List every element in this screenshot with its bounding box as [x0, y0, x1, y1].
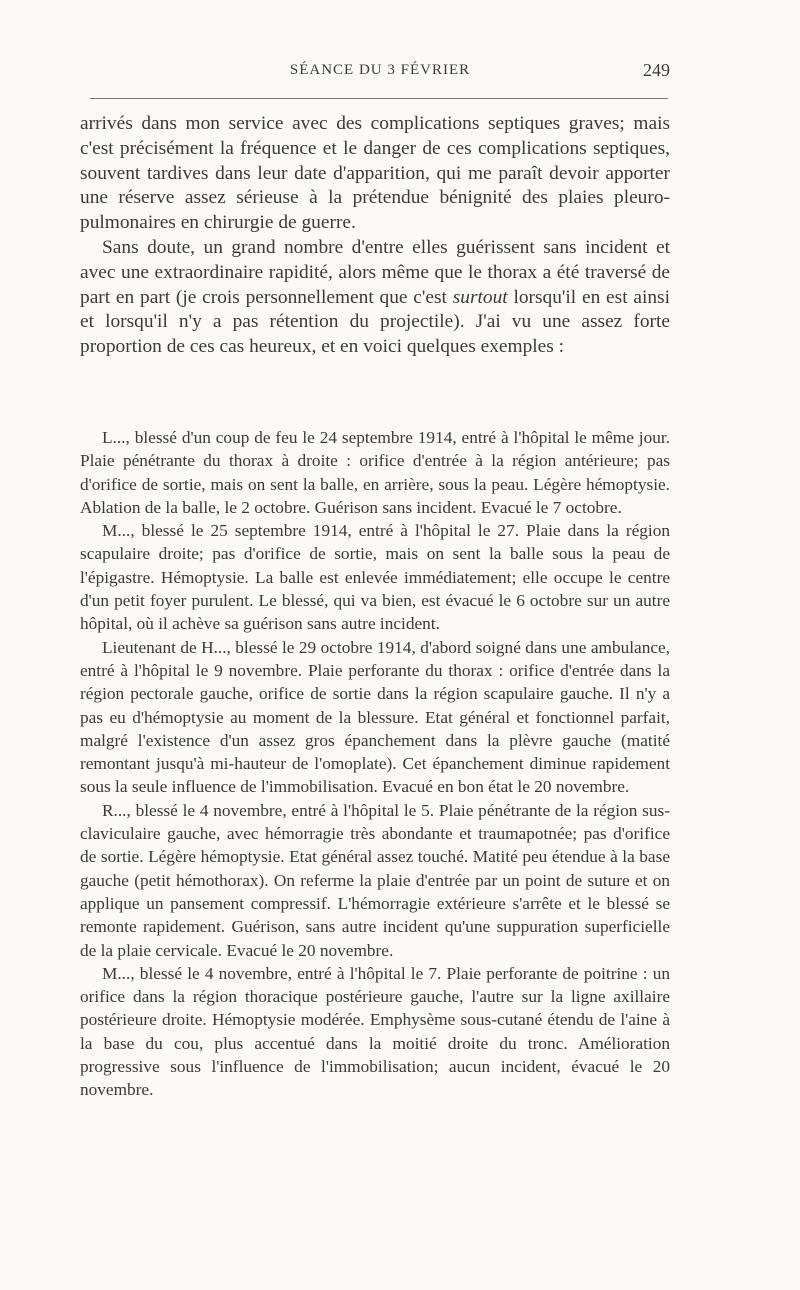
- case-report: M..., blessé le 4 novembre, entré à l'hôpital le 7. Plaie perforante de poitrine : un orifice dans la région thoracique postérieure gauche, l'autre sur la ligne axillaire postérieure droite. Hémoptysie modérée. Emphysème sous-cutané étendu de l'aine à la base du cou, plus accentué dans la moitié droite du tronc. Amélioration progressive sous l'influence de l'immobilisation; aucun incident, évacué le 20 novembre.: [80, 963, 670, 1100]
- paragraph-text: Sans doute, un grand nombre d'entre elles guérissent sans incident et avec une extraordinaire rapidité, alors même que le thorax a été traversé de part en part (je crois personnellement que c'est: [80, 236, 670, 308]
- paragraph-text: lorsqu'il en est ainsi et lorsqu'il n'y a pas rétention du projectile). J'ai vu une assez forte proportion de ces cas heureux, et en voici quelques exemples :: [80, 286, 670, 358]
- case-report: R..., blessé le 4 novembre, entré à l'hôpital le 5. Plaie pénétrante de la région sus-claviculaire gauche, avec hémorragie très abondante et traumapotnée; pas d'orifice de sortie. Légère hémoptysie. Etat général assez touché. Matité peu étendue à la base gauche (petit hémothorax). On referme la plaie d'entrée par un point de suture et on applique un pansement compressif. L'hémorragie extérieure s'arrête et le blessé se remonte rapidement. Guérison, sans autre incident qu'une suppuration superficielle de la plaie cervicale. Evacué le 20 novembre.: [80, 800, 670, 960]
- emphasis: surtout: [452, 286, 508, 308]
- page-number: 249: [643, 60, 670, 80]
- page-header: [90, 62, 670, 84]
- running-title: SÉANCE DU 3 FÉVRIER: [289, 62, 471, 78]
- case-report: L..., blessé d'un coup de feu le 24 septembre 1914, entré à l'hôpital le même jour. Plaie pénétrante du thorax à droite : orifice d'entrée à la région antérieure; pas d'orifice de sortie, mais on sent la balle, en arrière, sous la peau. Légère hémoptysie. Ablation de la balle, le 2 octobre. Guérison sans incident. Evacué le 7 octobre.: [80, 428, 670, 517]
- header-rule: [90, 98, 668, 99]
- paragraph: [80, 236, 670, 360]
- case-report: M..., blessé le 25 septembre 1914, entré à l'hôpital le 27. Plaie dans la région scapulaire droite; pas d'orifice de sortie, mais on sent la balle sous la peau de l'épigastre. Hémoptysie. La balle est enlevée immédiatement; elle occupe le centre d'un petit foyer purulent. Le blessé, qui va bien, est évacué le 6 octobre sur un autre hôpital, où il achève sa guérison sans autre incident.: [80, 521, 670, 634]
- intro-text: [80, 112, 670, 360]
- case-reports: [80, 426, 670, 1102]
- paragraph: arrivés dans mon service avec des complications septiques graves; mais c'est précisément la fréquence et le danger de ces complications septiques, souvent tardives dans leur date d'apparition, qui me paraît devoir apporter une réserve assez sérieuse à la prétendue bénignité des plaies pleuro-pulmonaires en chirurgie de guerre.: [80, 113, 670, 234]
- case-report: Lieutenant de H..., blessé le 29 octobre 1914, d'abord soigné dans une ambulance, entré à l'hôpital le 9 novembre. Plaie perforante du thorax : orifice d'entrée dans la région pectorale gauche, orifice de sortie dans la région scapulaire gauche. Il n'y a pas eu d'hémoptysie au moment de la blessure. Etat général et fonctionnel parfait, malgré l'existence d'un assez gros épanchement dans la plèvre gauche (matité remontant jusqu'à mi-hauteur de l'omoplate). Cet épanchement diminue rapidement sous la seule influence de l'immobilisation. Evacué en bon état le 20 novembre.: [80, 637, 670, 797]
